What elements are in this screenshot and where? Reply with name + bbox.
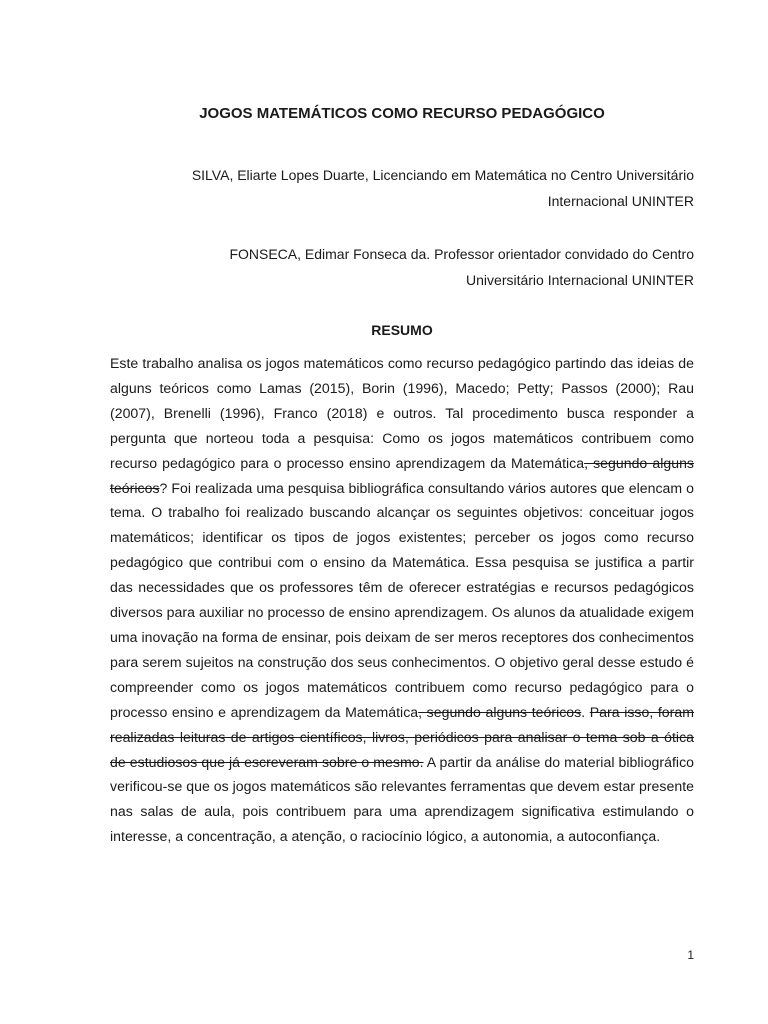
abstract-text: Este trabalho analisa os jogos matemáticos como recurso pedagógico partindo das ideias de alguns teóricos como Lamas (2015), Borin (1996), Macedo; Petty; Passos (2000); Rau (2007), Brenelli (1996), Franco (2018) e outros. Tal procedimento busca responder a pergunta que norteou toda a pesquisa: Como os jogos matemáticos contribuem como recurso pedagógico para o processo ensino aprendizagem da Matemática (110, 355, 694, 471)
abstract-text: A partir da análise do material bibliográfico verificou-se que os jogos matemáticos são relevantes ferramentas que devem estar presente nas salas de aula, pois contribuem para uma aprendizagem significativa estimulando o interesse, a concentração, a atenção, o raciocínio lógico, a autonomia, a autoconfiança. (110, 753, 694, 845)
author-block-fonseca (110, 241, 694, 293)
abstract-paragraph (110, 351, 694, 849)
author-block-silva (110, 162, 694, 214)
abstract-text: ? Foi realizada uma pesquisa bibliográfica consultando vários autores que elencam o tema. O trabalho foi realizado buscando alcançar os seguintes objetivos: conceituar jogos matemáticos; identificar os tipos de jogos existentes; perceber os jogos como recurso pedagógico que contribui com o ensino da Matemática. Essa pesquisa se justifica a partir das necessidades que os professores têm de oferecer estratégias e recursos pedagógicos diversos para auxiliar no processo de ensino aprendizagem. Os alunos da atualidade exigem uma inovação na forma de ensinar, pois deixam de ser meros receptores dos conhecimentos para serem sujeitos na construção dos seus conhecimentos. O objetivo geral desse estudo é compreender como os jogos matemáticos contribuem como recurso pedagógico para o processo ensino e aprendizagem da Matemática (110, 479, 694, 720)
abstract-heading: RESUMO (371, 322, 433, 338)
struck-text: Para isso, foram realizadas leituras de artigos científicos, livros, periódicos para analisar o tema sob a ótica de estudiosos que já escreveram sobre o mesmo. (110, 703, 695, 770)
abstract-text: . (581, 703, 590, 720)
struck-text: , segundo alguns teóricos (110, 454, 694, 496)
document-title: JOGOS MATEMÁTICOS COMO RECURSO PEDAGÓGICO (199, 105, 605, 122)
author-line: Internacional UNINTER (547, 193, 694, 209)
author-line: FONSECA, Edimar Fonseca da. Professor orientador convidado do Centro (229, 246, 694, 262)
author-line: SILVA, Eliarte Lopes Duarte, Licenciando em Matemática no Centro Universitário (191, 167, 694, 183)
struck-text: , segundo alguns teóricos (418, 703, 582, 720)
page-number: 1 (687, 948, 694, 962)
author-line: Universitário Internacional UNINTER (466, 272, 694, 288)
